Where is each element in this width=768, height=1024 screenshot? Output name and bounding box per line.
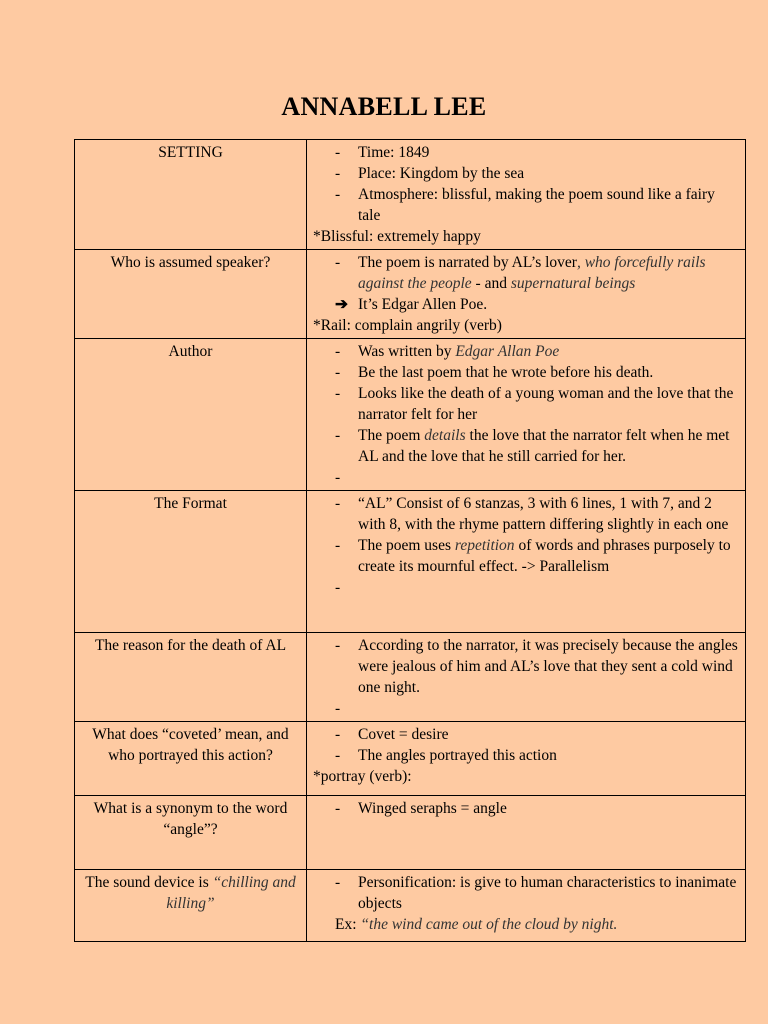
row-label: Who is assumed speaker? <box>75 250 307 339</box>
list-item: - Atmosphere: blissful, making the poem sound like a fairy tale <box>313 184 739 226</box>
italic-text: Edgar Allan Poe <box>455 343 560 360</box>
row-content <box>307 250 746 339</box>
row-content <box>307 491 746 633</box>
italic-text: “the wind came out of the cloud by night. <box>360 916 618 933</box>
text-span: The sound device is <box>85 874 213 891</box>
list-item <box>313 252 739 294</box>
table-row <box>75 722 746 796</box>
table-row <box>75 633 746 722</box>
text-span: The poem is narrated by AL’s lover <box>358 254 577 271</box>
table-row <box>75 491 746 633</box>
table-row <box>75 796 746 870</box>
table-row <box>75 870 746 942</box>
row-content <box>307 796 746 870</box>
notes-table <box>74 139 746 942</box>
list-item: - Personification: is give to human characteristics to inanimate objects <box>313 872 739 914</box>
table-row <box>75 339 746 491</box>
text-span: - and <box>471 275 511 292</box>
text-span: It’s Edgar Allen Poe. <box>358 296 488 313</box>
row-content <box>307 870 746 942</box>
list-item: - Looks like the death of a young woman and the love that the narrator felt for her <box>313 383 739 425</box>
note-text: *portray (verb): <box>313 768 412 785</box>
arrow-icon: ➔ <box>335 296 348 313</box>
note-text: *Rail: complain angrily (verb) <box>313 317 502 334</box>
text-span: The poem <box>358 427 425 444</box>
list-item <box>313 425 739 467</box>
text-span: of words and phrases purposely to create its mournful effect. -> Parallelism <box>358 537 731 575</box>
italic-text: “chilling and killing” <box>166 874 296 912</box>
row-content <box>307 140 746 250</box>
example-text <box>313 914 739 935</box>
text-span: the love that the narrator felt when he met AL and the love that he still carried for her. <box>358 427 730 465</box>
row-label: The Format <box>75 491 307 633</box>
row-content <box>307 722 746 796</box>
italic-text: details <box>424 427 466 444</box>
italic-text: supernatural beings <box>510 275 636 292</box>
row-label: What is a synonym to the word “angle”? <box>75 796 307 870</box>
list-item: - Winged seraphs = angle <box>313 798 739 819</box>
list-item: - Place: Kingdom by the sea <box>313 163 739 184</box>
list-item: - Covet = desire <box>313 724 739 745</box>
empty-list-item <box>313 467 739 488</box>
page-title: ANNABELL LEE <box>281 92 487 121</box>
list-item: - “AL” Consist of 6 stanzas, 3 with 6 lines, 1 with 7, and 2 with 8, with the rhyme pattern differing slightly in each one <box>313 493 739 535</box>
row-label: What does “coveted’ mean, and who portrayed this action? <box>75 722 307 796</box>
row-content <box>307 633 746 722</box>
row-content <box>307 339 746 491</box>
table-row <box>75 250 746 339</box>
list-item: - According to the narrator, it was precisely because the angles were jealous of him and AL’s love that they sent a cold wind one night. <box>313 635 739 698</box>
list-item <box>313 341 739 362</box>
arrow-item <box>313 294 739 315</box>
empty-list-item <box>313 577 739 598</box>
list-item: - Time: 1849 <box>313 142 739 163</box>
table-row <box>75 140 746 250</box>
list-item <box>313 535 739 577</box>
row-label: SETTING <box>75 140 307 250</box>
text-span: Ex: <box>335 916 361 933</box>
note-text: *Blissful: extremely happy <box>313 228 481 245</box>
text-span: Was written by <box>358 343 456 360</box>
row-label: Author <box>75 339 307 491</box>
row-label <box>75 870 307 942</box>
italic-text: repetition <box>454 537 515 554</box>
text-span: The poem uses <box>358 537 455 554</box>
italic-text: , who forcefully rails against the people <box>358 254 706 292</box>
list-item: - The angles portrayed this action <box>313 745 739 766</box>
empty-list-item <box>313 698 739 719</box>
list-item: - Be the last poem that he wrote before his death. <box>313 362 739 383</box>
row-label: The reason for the death of AL <box>75 633 307 722</box>
